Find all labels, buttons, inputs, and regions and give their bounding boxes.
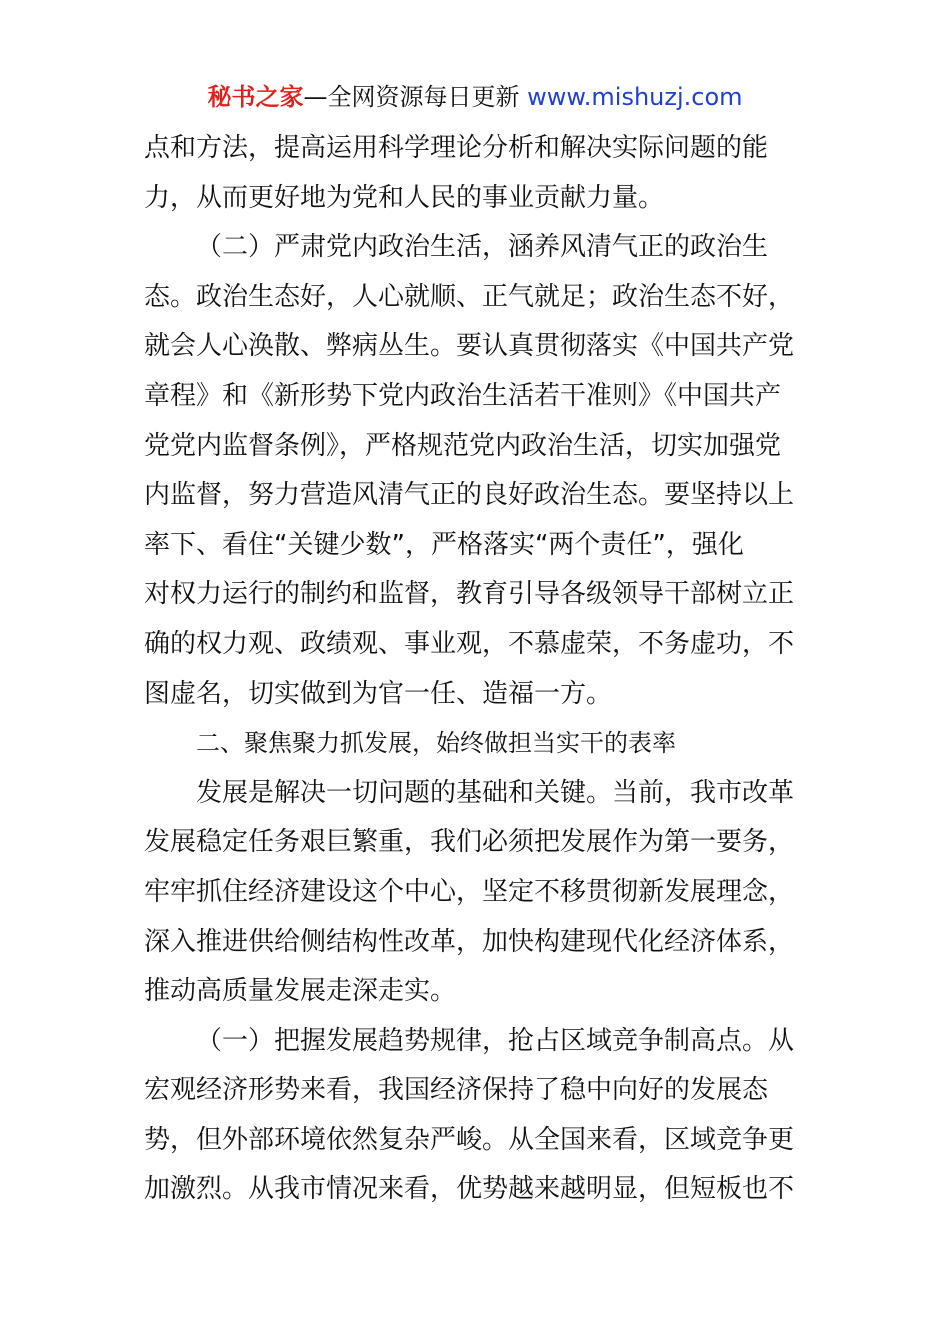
text-line: （二）严肃党内政治生活，涵养风清气正的政治生 [196, 232, 769, 263]
text-line: 图虚名，切实做到为官一任、造福一方。 [144, 678, 613, 709]
text-line: 加激烈。从我市情况来看，优势越来越明显，但短板也不 [144, 1174, 795, 1205]
text-line: 态。政治生态好，人心就顺、正气就足；政治生态不好， [144, 281, 795, 312]
text-line: （一）把握发展趋势规律，抢占区域竞争制高点。从 [196, 1025, 795, 1056]
text-line: 深入推进供给侧结构性改革，加快构建现代化经济体系， [144, 926, 795, 957]
text-line: 推动高质量发展走深走实。 [144, 976, 457, 1007]
text-line: 点和方法，提高运用科学理论分析和解决实际问题的能 [144, 133, 769, 163]
text-line: 牢牢抓住经济建设这个中心，坚定不移贯彻新发展理念， [144, 876, 795, 907]
text-line: 率下、看住“关键少数”，严格落实“两个责任”，强化 [144, 529, 744, 560]
site-header [0, 80, 950, 114]
text-line: 发展稳定任务艰巨繁重，我们必须把发展作为第一要务， [144, 827, 795, 858]
brand-name: 秘书之家 [207, 83, 304, 111]
text-line: 对权力运行的制约和监督，教育引导各级领导干部树立正 [144, 579, 795, 610]
text-line: 章程》和《新形势下党内政治生活若干准则》《中国共产 [144, 380, 782, 411]
text-line: 确的权力观、政绩观、事业观，不慕虚荣，不务虚功，不 [144, 628, 795, 659]
text-line: 党党内监督条例》，严格规范党内政治生活，切实加强党 [144, 430, 782, 461]
text-line: 内监督，努力营造风清气正的良好政治生态。要坚持以上 [144, 480, 795, 511]
section-heading: 二、聚焦聚力抓发展，始终做担当实干的表率 [196, 729, 676, 758]
text-line: 就会人心涣散、弊病丛生。要认真贯彻落实《中国共产党 [144, 331, 795, 362]
header-tagline: —全网资源每日更新 [303, 83, 520, 111]
text-line: 宏观经济形势来看，我国经济保持了稳中向好的发展态 [144, 1075, 769, 1106]
document-body [144, 124, 808, 1215]
text-line: 发展是解决一切问题的基础和关键。当前，我市改革 [196, 777, 795, 808]
text-line: 势，但外部环境依然复杂严峻。从全国来看，区域竞争更 [144, 1124, 795, 1155]
site-url[interactable]: www.mishuzj.com [527, 83, 743, 111]
text-line: 力，从而更好地为党和人民的事业贡献力量。 [144, 182, 665, 213]
